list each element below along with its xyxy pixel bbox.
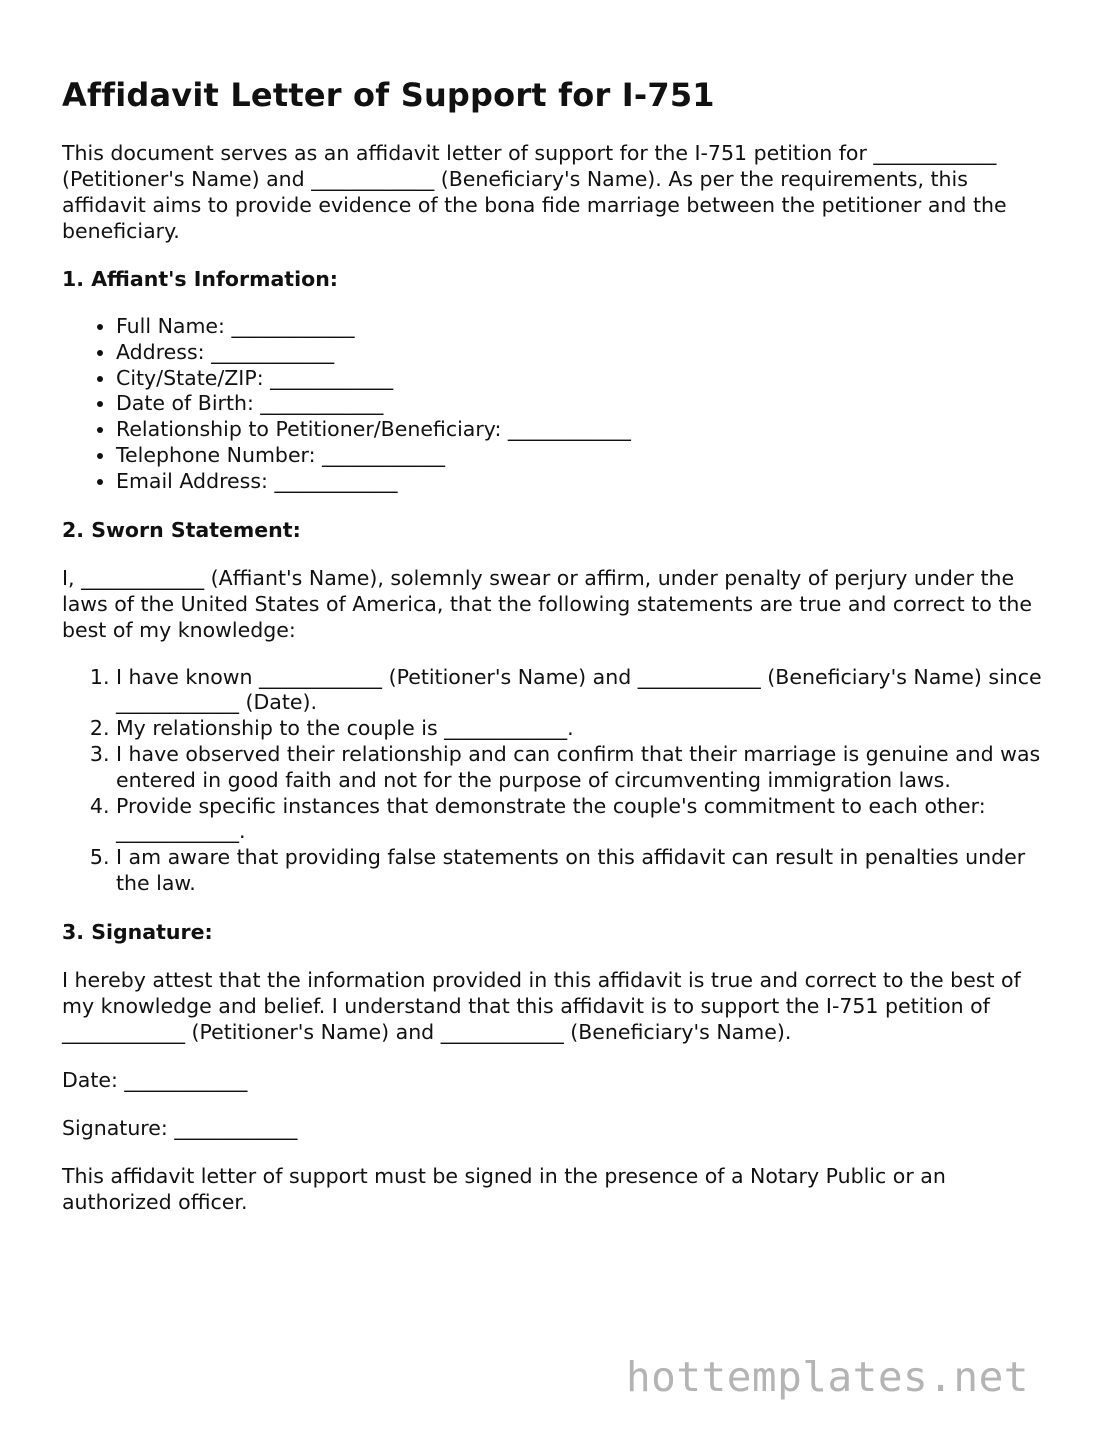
- affiant-field-full-name: • Full Name: ____________: [116, 314, 1052, 340]
- document-page: [62, 72, 1052, 1237]
- intro-paragraph: This document serves as an affidavit letter of support for the I-751 petition for ____________ (Petitioner's Name) and ____________ (Beneficiary's Name). As per the requirements, this affidavit aims to provide evidence of the bona fide marriage between the petitioner and the beneficiary.: [62, 141, 1007, 243]
- sworn-statement-intro: I, ____________ (Affiant's Name), solemnly swear or affirm, under penalty of perjury under the laws of the United States of America, that the following statements are true and correct to the best of my knowledge:: [62, 565, 1032, 642]
- affiant-field-relationship: • Relationship to Petitioner/Beneficiary: ____________: [116, 417, 1052, 443]
- affiant-field-email: • Email Address: ____________: [116, 469, 1052, 495]
- statement-item-5: 5. I am aware that providing false statements on this affidavit can result in penalties under the law.: [116, 845, 1052, 897]
- affiant-field-telephone: • Telephone Number: ____________: [116, 443, 1052, 469]
- statement-item-3: 3. I have observed their relationship and can confirm that their marriage is genuine and was entered in good faith and not for the purpose of circumventing immigration laws.: [116, 742, 1052, 794]
- document-title: Affidavit Letter of Support for I-751: [62, 76, 715, 114]
- notary-note: This affidavit letter of support must be signed in the presence of a Notary Public or an authorized officer.: [62, 1163, 946, 1214]
- statement-item-4: 4. Provide specific instances that demonstrate the couple's commitment to each other: ____________.: [116, 794, 1052, 846]
- section-heading-affiant-info: 1. Affiant's Information:: [62, 267, 338, 291]
- watermark-text: hottemplates.net: [626, 1353, 1029, 1401]
- affiant-field-address: • Address: ____________: [116, 340, 1052, 366]
- section-heading-signature: 3. Signature:: [62, 919, 213, 944]
- section-heading-sworn-statement: 2. Sworn Statement:: [62, 517, 301, 542]
- attestation-paragraph: I hereby attest that the information provided in this affidavit is true and correct to the best of my knowledge and belief. I understand that this affidavit is to support the I-751 petition of ____________ (Petitioner's Name) and ____________ (Beneficiary's Name).: [62, 967, 1021, 1044]
- sworn-statement-list: [62, 665, 1052, 897]
- affiant-field-date-of-birth: • Date of Birth: ____________: [116, 391, 1052, 417]
- affiant-info-list: [62, 314, 1052, 495]
- statement-item-2: 2. My relationship to the couple is ____________.: [116, 716, 1052, 742]
- date-line: Date: ____________: [62, 1067, 248, 1092]
- affiant-field-city-state-zip: • City/State/ZIP: ____________: [116, 366, 1052, 392]
- signature-line: Signature: ____________: [62, 1115, 298, 1140]
- statement-item-1: 1. I have known ____________ (Petitioner's Name) and ____________ (Beneficiary's Name) since ____________ (Date).: [116, 665, 1052, 717]
